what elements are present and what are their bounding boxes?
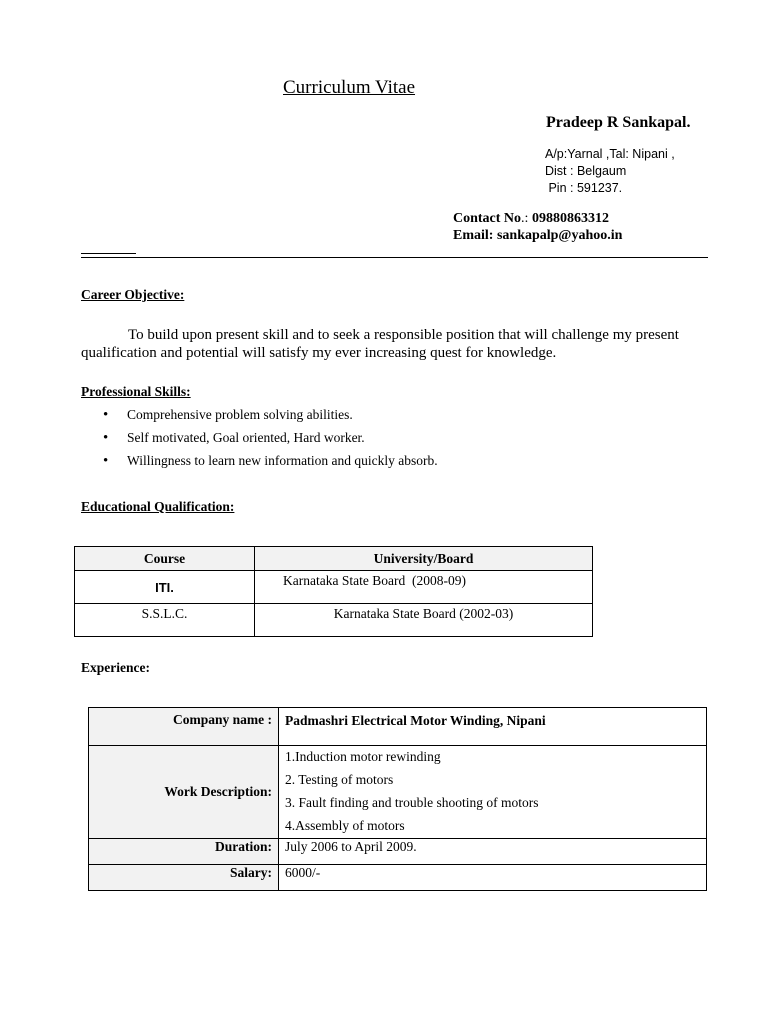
salary-label: Salary: xyxy=(89,865,279,891)
education-table xyxy=(74,546,593,637)
address-line: Dist : Belgaum xyxy=(545,164,627,178)
professional-skills-heading: Professional Skills: xyxy=(81,384,191,399)
company-value: Padmashri Electrical Motor Winding, Nipani xyxy=(279,708,707,746)
table-row xyxy=(89,865,707,891)
contact-separator: .: xyxy=(521,211,532,226)
list-item: 1.Induction motor rewinding xyxy=(285,749,441,764)
email-line xyxy=(453,227,622,244)
table-row xyxy=(89,839,707,865)
short-divider xyxy=(81,253,136,254)
board-cell: Karnataka State Board (2008-09) xyxy=(255,571,593,604)
table-header-row xyxy=(75,547,593,571)
email-address: sankapalp@yahoo.in xyxy=(496,228,623,243)
skills-list xyxy=(81,405,438,474)
list-item: • Self motivated, Goal oriented, Hard worker. xyxy=(81,428,438,451)
experience-table xyxy=(88,707,707,891)
work-description-value xyxy=(279,746,707,839)
table-row xyxy=(89,746,707,839)
career-objective-heading: Career Objective: xyxy=(81,287,185,302)
duration-value: July 2006 to April 2009. xyxy=(279,839,707,865)
column-header-course: Course xyxy=(75,547,255,571)
table-row xyxy=(75,571,593,604)
board-cell: Karnataka State Board (2002-03) xyxy=(255,604,593,637)
work-description-label: Work Description: xyxy=(89,746,279,839)
list-item: • Comprehensive problem solving abilities. xyxy=(81,405,438,428)
list-item: 2. Testing of motors xyxy=(285,772,394,787)
page-title: Curriculum Vitae xyxy=(283,77,416,98)
duration-label: Duration: xyxy=(89,839,279,865)
address-block xyxy=(545,146,675,197)
header-divider xyxy=(81,257,708,258)
candidate-name: Pradeep R Sankapal. xyxy=(546,114,691,131)
contact-block xyxy=(453,210,622,244)
company-label: Company name : xyxy=(89,708,279,746)
career-objective-text: To build upon present skill and to seek a responsible position that will challenge my present qualification and potential will satisfy my ever increasing quest for knowledge. xyxy=(81,327,679,361)
contact-line xyxy=(453,210,622,227)
table-row xyxy=(89,708,707,746)
contact-label: Contact No xyxy=(453,211,522,226)
contact-number: 09880863312 xyxy=(531,211,609,226)
column-header-board: University/Board xyxy=(255,547,593,571)
table-row xyxy=(75,604,593,637)
course-cell: S.S.L.C. xyxy=(75,604,255,637)
salary-value: 6000/- xyxy=(279,865,707,891)
experience-heading: Experience: xyxy=(81,660,150,675)
course-cell: ITI. xyxy=(75,571,255,604)
email-label: Email: xyxy=(453,228,497,243)
education-heading: Educational Qualification: xyxy=(81,499,235,514)
address-line: A/p:Yarnal ,Tal: Nipani , xyxy=(545,147,675,161)
address-line: Pin : 591237. xyxy=(545,181,623,195)
list-item: • Willingness to learn new information and quickly absorb. xyxy=(81,451,438,474)
list-item: 4.Assembly of motors xyxy=(285,818,405,833)
list-item: 3. Fault finding and trouble shooting of motors xyxy=(285,795,539,810)
